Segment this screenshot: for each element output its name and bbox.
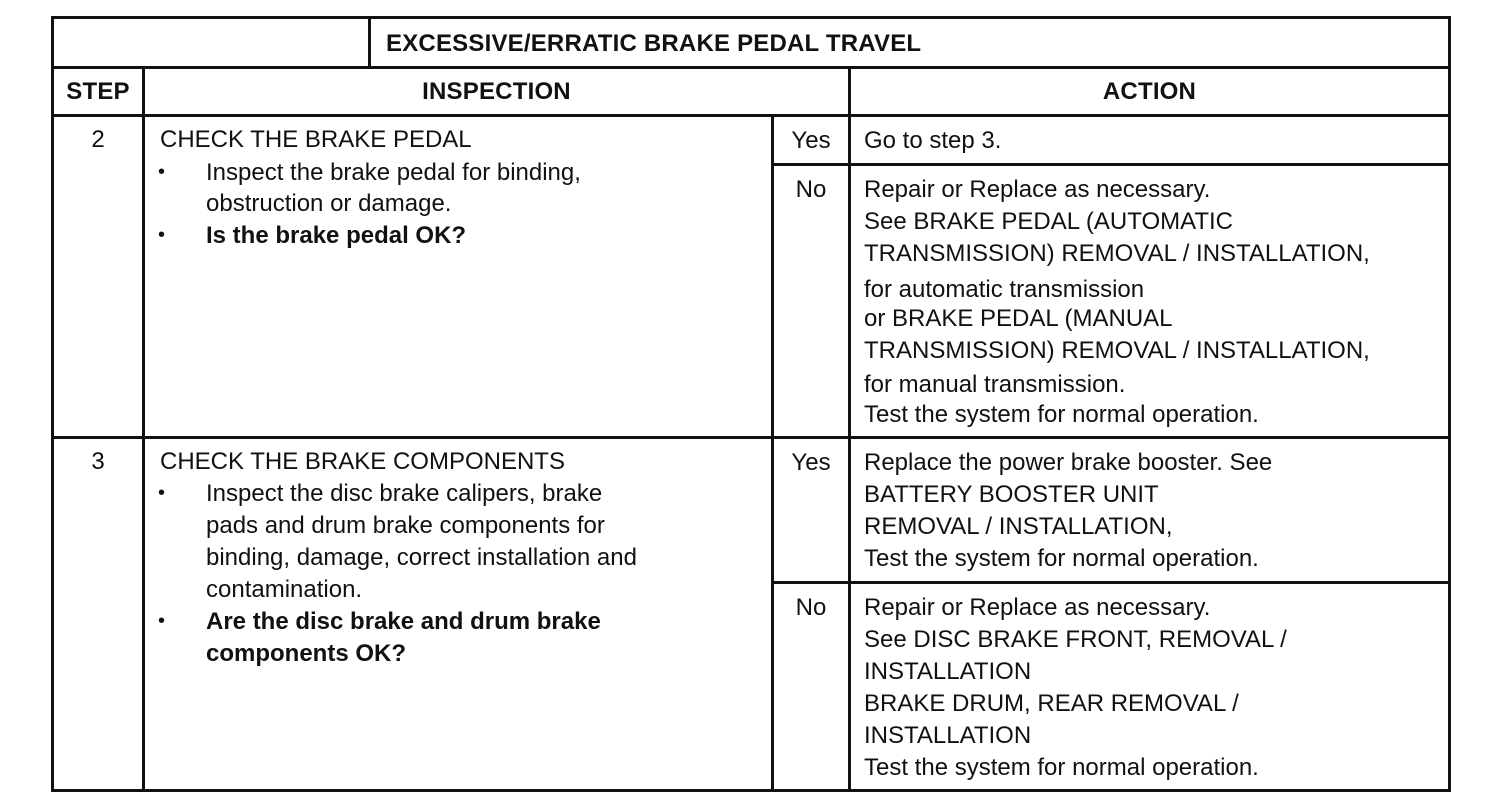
no-action-line: See BRAKE PEDAL (AUTOMATIC: [864, 208, 1233, 235]
no-action-line: TRANSMISSION) REMOVAL / INSTALLATION,: [864, 337, 1370, 364]
rule-header-bottom: [51, 114, 1451, 117]
rule-inspection-col: [848, 66, 851, 792]
no-action-line: Repair or Replace as necessary.: [864, 594, 1211, 621]
no-action-line: BRAKE DRUM, REAR REMOVAL /: [864, 690, 1239, 717]
header-inspection: INSPECTION: [422, 78, 571, 105]
inspection-question: Is the brake pedal OK?: [206, 222, 467, 249]
step-number: 3: [91, 448, 105, 475]
no-action-line: Repair or Replace as necessary.: [864, 176, 1211, 203]
check-title: CHECK THE BRAKE COMPONENTS: [160, 448, 565, 475]
no-action-line: for manual transmission.: [864, 371, 1126, 398]
rule-step-col: [142, 66, 145, 792]
no-action-line: INSTALLATION: [864, 722, 1032, 749]
header-step: STEP: [66, 78, 130, 105]
rule-row3-yes-bottom: [773, 581, 1451, 584]
yes-label: Yes: [791, 127, 831, 154]
yes-action-line: Test the system for normal operation.: [864, 545, 1259, 572]
bullet-point: •: [158, 161, 166, 183]
rule-row2-bottom: [51, 436, 1451, 439]
rule-title-bottom: [51, 66, 1451, 69]
no-action-line: TRANSMISSION) REMOVAL / INSTALLATION,: [864, 240, 1370, 267]
inspection-question: components OK?: [206, 640, 407, 667]
bullet-point: •: [158, 610, 166, 632]
yes-action-line: REMOVAL / INSTALLATION,: [864, 513, 1173, 540]
table-title: EXCESSIVE/ERRATIC BRAKE PEDAL TRAVEL: [386, 30, 922, 57]
inspection-text: binding, damage, correct installation and: [206, 544, 637, 571]
no-action-line: INSTALLATION: [864, 658, 1032, 685]
inspection-text: pads and drum brake components for: [206, 512, 605, 539]
no-action-line: See DISC BRAKE FRONT, REMOVAL /: [864, 626, 1287, 653]
header-action: ACTION: [1102, 78, 1197, 105]
check-title: CHECK THE BRAKE PEDAL: [160, 126, 472, 153]
yes-label: Yes: [791, 449, 831, 476]
bullet-point: •: [158, 224, 166, 246]
yes-action-line: Replace the power brake booster. See: [864, 449, 1273, 476]
inspection-text: Inspect the brake pedal for binding,: [206, 159, 581, 186]
no-action-line: Test the system for normal operation.: [864, 401, 1259, 428]
inspection-question: Are the disc brake and drum brake: [206, 608, 601, 635]
inspection-text: contamination.: [206, 576, 363, 603]
no-label: No: [795, 594, 827, 621]
no-action-line: Test the system for normal operation.: [864, 754, 1259, 781]
bullet-point: •: [158, 482, 166, 504]
yes-action-line: BATTERY BOOSTER UNIT: [864, 481, 1159, 508]
rule-title-left: [368, 16, 371, 68]
yes-action: Go to step 3.: [864, 127, 1002, 154]
no-action-line: or BRAKE PEDAL (MANUAL: [864, 305, 1173, 332]
no-action-line: for automatic transmission: [864, 276, 1145, 303]
step-number: 2: [91, 126, 105, 153]
rule-row2-yes-bottom: [773, 163, 1451, 166]
no-label: No: [795, 176, 827, 203]
inspection-text: obstruction or damage.: [206, 190, 452, 217]
inspection-text: Inspect the disc brake calipers, brake: [206, 480, 603, 507]
